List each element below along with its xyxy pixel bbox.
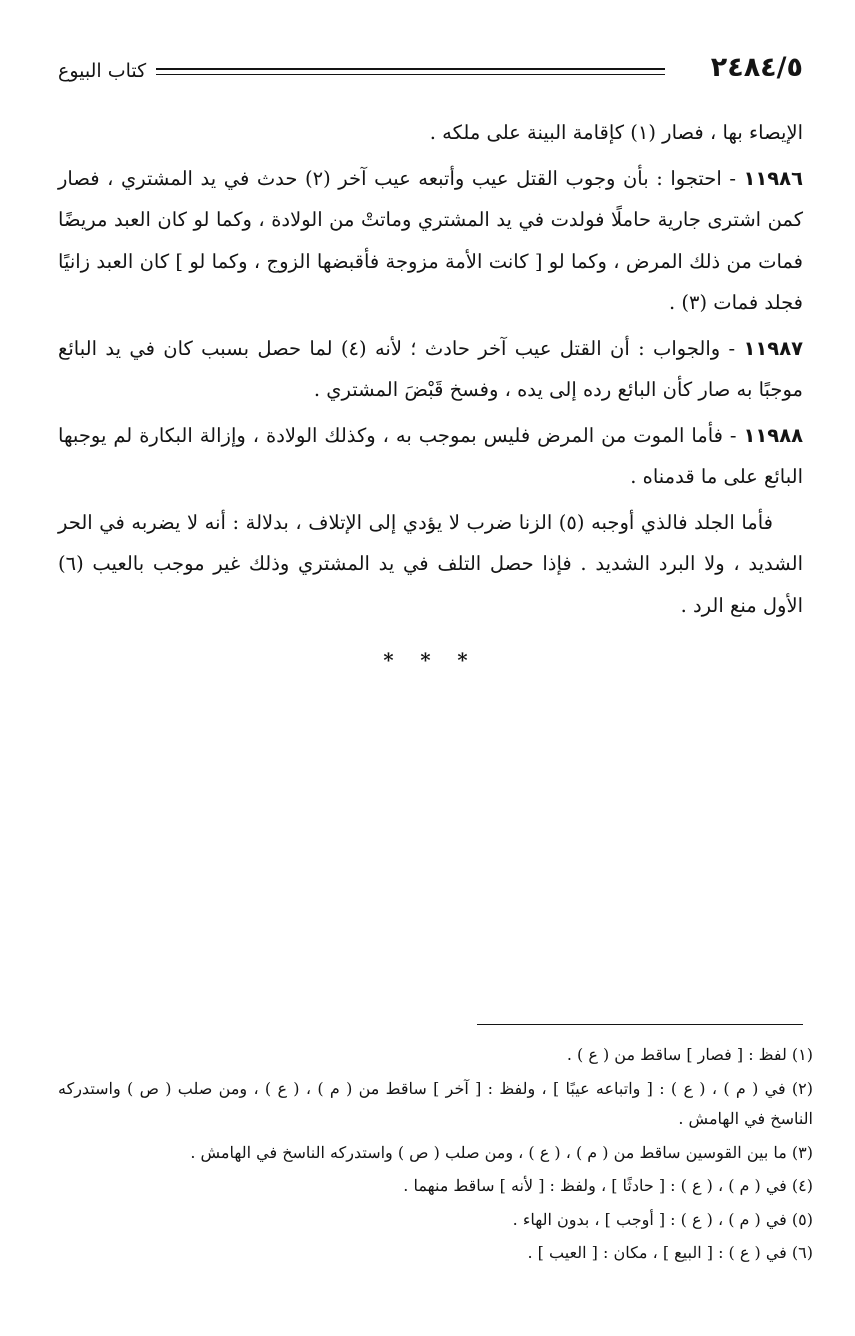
- paragraph-number: ١١٩٨٧: [743, 336, 803, 360]
- page-header: [58, 52, 803, 92]
- footnote-4: (٤) في ( م ) ، ( ع ) : [ حادثًا ] ، ولفظ : [ لأنه ] ساقط منهما .: [403, 1176, 813, 1195]
- section-separator: * * *: [383, 649, 478, 672]
- footnote-5: (٥) في ( م ) ، ( ع ) : [ أوجب ] ، بدون الهاء .: [512, 1209, 813, 1229]
- footnote-1: (١) لفظ : [ فصار ] ساقط من ( ع ) .: [566, 1045, 813, 1064]
- paragraph-text: الإيصاء بها ، فصار (١) كإقامة البينة على ملكه .: [429, 121, 803, 144]
- paragraph-text: - والجواب : أن القتل عيب آخر حادث ؛ لأنه (٤) لما حصل بسبب كان في يد البائع موجبًا به صار كأن البائع رده إلى يده ، وفسخ قَبْضَ المشتري .: [58, 336, 803, 401]
- paragraph-number: ١١٩٨٨: [743, 423, 803, 447]
- page-number: ٢٤٨٤/٥: [710, 52, 803, 83]
- main-text: [58, 112, 803, 682]
- book-title: كتاب البيوع: [58, 60, 147, 82]
- paragraph-continuation: [58, 112, 803, 154]
- paragraph-number: ١١٩٨٦: [743, 166, 803, 190]
- footnotes: [58, 1040, 813, 1272]
- footnote-6: (٦) في ( ع ) : [ البيع ] ، مكان : [ العيب ] .: [527, 1243, 813, 1262]
- paragraph-text: فأما الجلد فالذي أوجبه (٥) الزنا ضرب لا يؤدي إلى الإتلاف ، بدلالة : أنه لا يضربه في الحر الشديد ، ولا البرد الشديد . فإذا حصل التلف في يد المشتري وذلك غير موجب بالعيب (٦) الأول منع الرد .: [58, 510, 803, 617]
- paragraph-text: - احتجوا : بأن وجوب القتل عيب وأتبعه عيب آخر (٢) حدث في يد المشتري ، فصار كمن اشترى جارية حاملًا فولدت في يد المشتري وماتتْ من الولادة ، وكما لو كان العبد مريضًا فمات من ذلك المرض ، وكما لو [ كانت الأمة مزوجة فأقبضها الزوج ، وكما لو ] كان العبد زانيًا فجلد فمات (٣) .: [58, 166, 803, 314]
- footnote-rule: [477, 1024, 803, 1025]
- footnote-2: (٢) في ( م ) ، ( ع ) : [ واتباعه عيبًا ] ، ولفظ : [ آخر ] ساقط من ( م ) ، ( ع ) ، ومن صلب ( ص ) واستدركه الناسخ في الهامش .: [58, 1078, 813, 1128]
- paragraph-11986: [58, 158, 803, 324]
- footnote-3: (٣) ما بين القوسين ساقط من ( م ) ، ( ع ) ، ومن صلب ( ص ) واستدركه الناسخ في الهامش .: [190, 1142, 813, 1162]
- paragraph-11987: [58, 328, 803, 411]
- paragraph-text: - فأما الموت من المرض فليس بموجب به ، وكذلك الولادة ، وإزالة البكارة لم يوجبها البائع على ما قدمناه .: [58, 423, 803, 488]
- header-rule: [156, 68, 665, 75]
- paragraph-11988: [58, 415, 803, 498]
- paragraph-whipping: [58, 502, 803, 627]
